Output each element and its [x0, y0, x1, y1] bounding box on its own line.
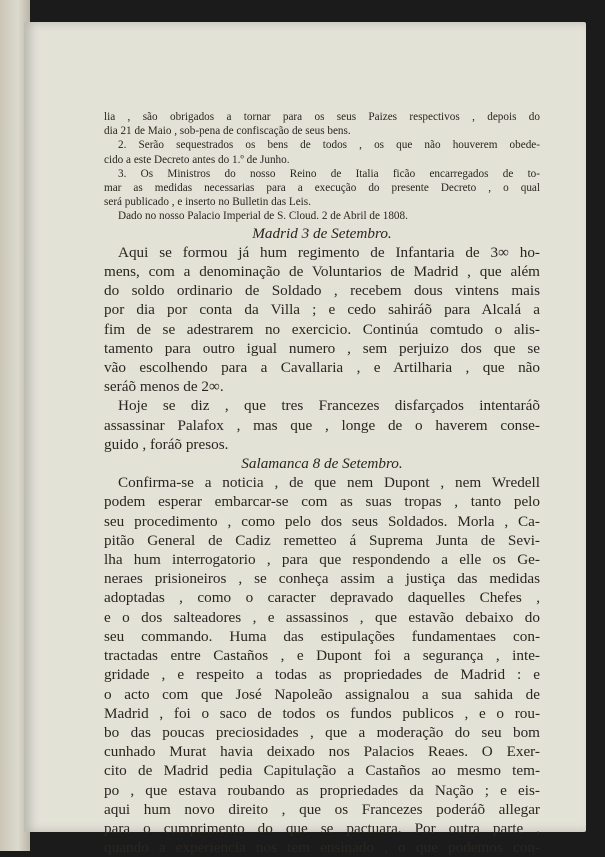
book-page — [24, 22, 586, 857]
text-line: para o cumprimento do que se pactuara. Por outra parte , — [104, 819, 540, 837]
text-line: vão escolhendo para a Cavallaria , e Artilharia , que não — [104, 359, 540, 377]
text-line: po , que estava roubando as propriedades da Nação ; e eis- — [104, 781, 540, 799]
text-line: bo das poucas preciosidades , que a moderação do seu bom — [104, 723, 540, 741]
text-line: Madrid , foi o saco de todos os fundos publicos , e o rou- — [104, 704, 540, 722]
text-line: e o dos salteadores , e assassinos , que estavão debaixo do — [104, 608, 540, 626]
text-line: guido , foráõ presos. — [104, 435, 229, 453]
text-line: adoptadas , como o caracter depravado daquelles Chefes , — [104, 589, 540, 607]
text-line: Dado no nosso Palacio Imperial de S. Cloud. 2 de Abril de 1808. — [118, 210, 408, 223]
text-line: podem esperar embarcar-se com as suas tropas , tanto pelo — [104, 493, 540, 511]
madrid-paragraph-1 — [104, 243, 540, 397]
salamanca-paragraph — [104, 473, 540, 857]
text-line: gridade , e respeito a todas as propriedades de Madrid : e — [104, 666, 540, 684]
text-line: seu commando. Huma das estipulações fundamentaes con- — [104, 627, 540, 645]
text-line: o acto com que José Napoleão assignalou a sua sahida de — [104, 685, 540, 703]
text-line: pitão General de Cadiz remetteo á Suprema Junta de Sevi- — [104, 531, 540, 549]
text-line: Confirma-se a noticia , de que nem Dupont , nem Wredell — [118, 474, 540, 492]
text-line: mens, com a denominação de Voluntarios de Madrid , que além — [104, 263, 540, 281]
text-line: mar as medidas necessarias para a execução do presente Decreto , o qual — [104, 182, 540, 195]
dateline-madrid: Madrid 3 de Setembro. — [252, 224, 392, 242]
text-line: Hoje se diz , que tres Francezes disfarçados intentaráõ — [118, 397, 540, 415]
text-line: cido a este Decreto antes do 1.º de Junho. — [104, 153, 290, 166]
text-line: seráõ menos de 2∞. — [104, 378, 224, 396]
text-line: 2. Serão sequestrados os bens de todos , os que não houverem obede- — [118, 139, 540, 152]
text-line: quando a experiencia nos tem ensinado , o que podemos con- — [104, 839, 540, 857]
text-line: cito de Madrid pedia Capitulação a Castaños ao mesmo tem- — [104, 762, 540, 780]
text-line: neraes prisioneiros , se conheça assim a justiça das medidas — [104, 570, 540, 588]
text-line: do soldo ordinario de Soldado , recebem dous vintens mais — [104, 282, 540, 300]
text-line: 3. Os Ministros do nosso Reino de Italia ficão encarregados de to- — [118, 167, 540, 180]
text-line: seu procedimento , como pelo dos seus Soldados. Morla , Ca- — [104, 512, 540, 530]
text-line: cunhado Murat havia deixado nos Palacios Reaes. O Exer- — [104, 743, 540, 761]
text-line: fim de se adestrarem no exercicio. Continúa comtudo o alis- — [104, 320, 540, 338]
decree-continuation — [104, 110, 540, 224]
text-line: assassinar Palafox , mas que , longe de o haverem conse- — [104, 416, 540, 434]
dateline-salamanca: Salamanca 8 de Setembro. — [241, 455, 403, 473]
text-line: lia , são obrigados a tornar para os seus Paizes respectivos , depois do — [104, 111, 540, 123]
text-line: tractadas entre Castaños , e Dupont foi a segurança , inte- — [104, 647, 540, 665]
text-line: tamento para outro igual numero , sem perjuizo dos que se — [104, 339, 540, 357]
madrid-paragraph-2 — [104, 396, 540, 454]
text-line: Aqui se formou já hum regimento de Infantaria de 3∞ ho- — [118, 243, 540, 261]
text-line: aqui hum novo direito , que os Francezes poderáõ allegar — [104, 800, 540, 818]
page-text — [104, 110, 540, 857]
text-line: dia 21 de Maio , sob-pena de confiscação de seus bens. — [104, 125, 351, 138]
text-line: será publicado , e inserto no Bulletin das Leis. — [104, 196, 311, 209]
text-line: lha hum interrogatorio , para que respondendo a elle os Ge- — [104, 551, 540, 569]
text-line: por dia por conta da Villa ; e cedo sahiráõ para Alcalá a — [104, 301, 540, 319]
